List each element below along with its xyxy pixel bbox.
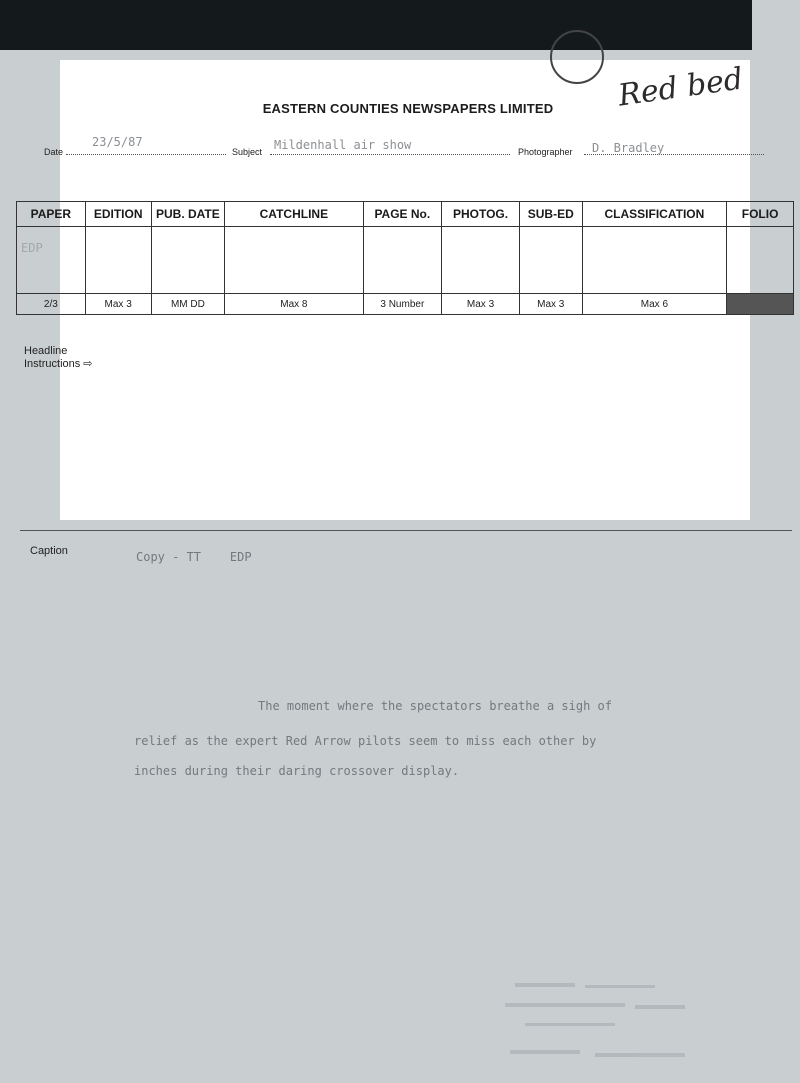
caption-label: Caption: [30, 545, 68, 557]
date-value: 23/5/87: [92, 135, 143, 149]
table-cell: [363, 227, 442, 294]
table-cell: [582, 227, 727, 294]
caption-divider: [20, 530, 792, 531]
footer-cell: MM DD: [151, 294, 225, 315]
column-header: PUB. DATE: [151, 202, 225, 227]
column-header: SUB-ED: [519, 202, 582, 227]
table-cell: [519, 227, 582, 294]
caption-text-line-1: The moment where the spectators breathe a sigh of: [258, 699, 613, 713]
footer-cell: Max 6: [582, 294, 727, 315]
right-margin-strip: [752, 0, 800, 50]
date-label: Date: [44, 147, 64, 157]
handwritten-note: Red bed: [616, 61, 746, 114]
table-cell: [85, 227, 151, 294]
column-header: PAPER: [17, 202, 86, 227]
caption-text-line-3: inches during their daring crossover display.: [134, 764, 460, 778]
footer-cell: 2/3: [17, 294, 86, 315]
table-row: [17, 227, 794, 294]
folio-block: [727, 294, 794, 315]
table-header-row: [17, 202, 794, 227]
column-header: CATCHLINE: [225, 202, 363, 227]
column-header: EDITION: [85, 202, 151, 227]
footer-cell: 3 Number: [363, 294, 442, 315]
subject-label: Subject: [232, 147, 263, 157]
footer-cell: Max 3: [85, 294, 151, 315]
photographer-label: Photographer: [518, 147, 573, 157]
table-cell: [225, 227, 363, 294]
subject-dots: [270, 154, 510, 155]
instructions-label: Instructions ⇨: [24, 358, 93, 370]
caption-copy-line: Copy - TT EDP: [136, 550, 252, 564]
table-cell: [17, 227, 86, 294]
photographer-value: D. Bradley: [592, 141, 665, 155]
headline-instructions-label: [24, 345, 93, 371]
column-header: PHOTOG.: [442, 202, 520, 227]
table-cell: [151, 227, 225, 294]
faded-stamp: [505, 975, 705, 1075]
company-name: EASTERN COUNTIES NEWSPAPERS LIMITED: [262, 101, 554, 116]
table-footer-row: [17, 294, 794, 315]
column-header: FOLIO: [727, 202, 794, 227]
handwritten-circle: [550, 30, 604, 84]
stamp-mark-icon: [505, 975, 705, 1075]
table-cell: [727, 227, 794, 294]
table-cell: [442, 227, 520, 294]
headline-label: Headline: [24, 345, 68, 357]
top-background: [0, 0, 800, 50]
date-dots: [66, 154, 226, 155]
column-header: CLASSIFICATION: [582, 202, 727, 227]
column-header: PAGE No.: [363, 202, 442, 227]
footer-cell: Max 3: [519, 294, 582, 315]
classification-table: [16, 201, 794, 315]
caption-text-line-2: relief as the expert Red Arrow pilots seem to miss each other by: [134, 734, 597, 748]
footer-cell: Max 8: [225, 294, 363, 315]
paper-value: EDP: [21, 241, 43, 255]
subject-value: Mildenhall air show: [274, 138, 412, 152]
footer-cell: Max 3: [442, 294, 520, 315]
